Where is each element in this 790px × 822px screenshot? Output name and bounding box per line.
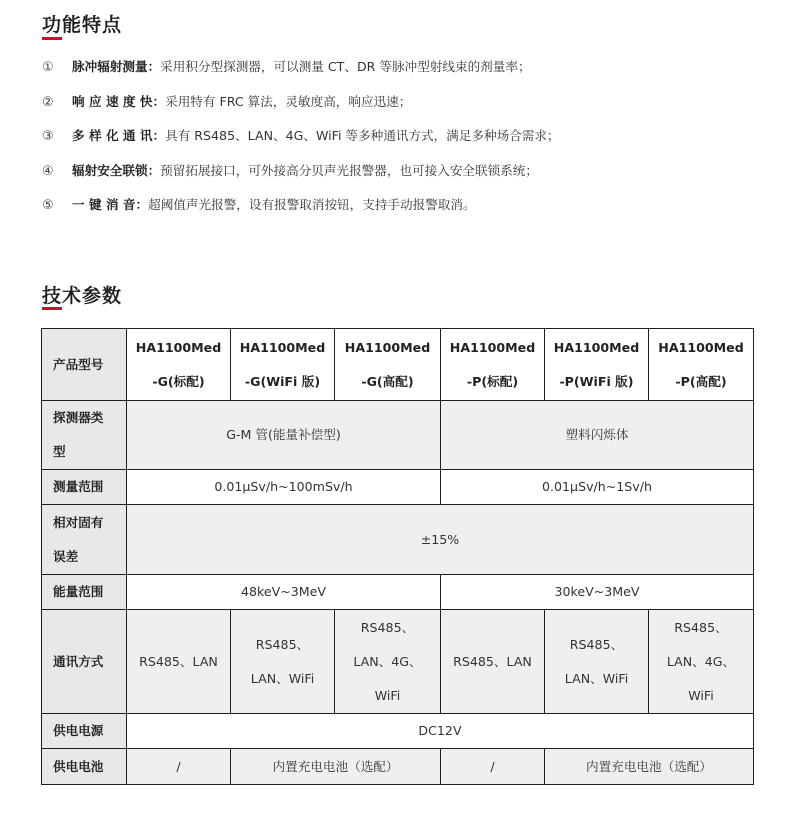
row-range [42, 470, 754, 505]
feature-number: ③ [42, 129, 54, 144]
error-label [42, 505, 127, 575]
error-label-line: 误差 [53, 548, 79, 564]
feature-label: 一 键 消 音： [72, 197, 149, 212]
model-variant: -P(标配) [466, 373, 519, 389]
row-detector [42, 401, 754, 470]
comm-std-value: RS485、LAN [127, 610, 231, 714]
model-variant: -P(高配) [675, 373, 727, 389]
feature-label: 辐射安全联锁： [72, 162, 161, 178]
model-cell [649, 329, 754, 401]
model-cell [231, 329, 335, 401]
battery-optional-value: 内置充电电池（选配） [545, 749, 754, 785]
feature-item [42, 188, 762, 223]
feature-list [42, 50, 762, 223]
model-variant: -G(WiFi 版) [244, 373, 321, 389]
detector-p-value: 塑料闪烁体 [441, 401, 754, 470]
comm-high-value [335, 610, 441, 714]
model-variant: -P(WiFi 版) [559, 373, 634, 389]
feature-label: 多 样 化 通 讯： [72, 128, 166, 143]
model-name: HA1100Med [239, 339, 326, 355]
power-label: 供电电源 [42, 714, 127, 749]
comm-wifi-value [231, 610, 335, 714]
feature-number: ② [42, 94, 54, 110]
comm-line: WiFi [374, 687, 401, 703]
features-title: 功能特点 [42, 14, 123, 36]
row-power [42, 714, 754, 749]
comm-line: RS485、 [674, 619, 728, 635]
feature-description: 预留拓展接口，可外接高分贝声光报警器，也可接入安全联锁系统； [160, 162, 538, 178]
comm-line: LAN、4G、 [353, 653, 422, 669]
row-model [42, 329, 754, 401]
energy-label: 能量范围 [42, 575, 127, 610]
model-cell [335, 329, 441, 401]
detector-label-line: 探测器类 [53, 410, 104, 425]
comm-line: RS485、 [360, 619, 415, 635]
model-name: HA1100Med [553, 339, 640, 355]
comm-wifi-value [545, 610, 649, 714]
model-variant: -G(标配) [152, 373, 205, 389]
range-p-value: 0.01μSv/h~1Sv/h [441, 470, 754, 505]
energy-p-value: 30keV~3MeV [441, 575, 754, 610]
feature-description: 采用积分型探测器，可以测量 CT、DR 等脉冲型射线束的剂量率； [160, 59, 531, 74]
model-name: HA1100Med [344, 339, 431, 355]
comm-line: RS485、 [255, 636, 310, 652]
battery-none-value: / [441, 749, 545, 785]
feature-item [42, 119, 762, 154]
comm-line: LAN、4G、 [666, 653, 736, 669]
feature-description: 采用特有 FRC 算法，灵敏度高，响应迅速； [165, 93, 412, 109]
detector-label [42, 401, 127, 470]
comm-high-value [649, 610, 754, 714]
feature-item [42, 50, 762, 85]
model-cell [545, 329, 649, 401]
comm-line: LAN、WiFi [564, 670, 629, 686]
model-name: HA1100Med [449, 339, 536, 355]
row-comm [42, 610, 754, 714]
model-cell [441, 329, 545, 401]
row-battery [42, 749, 754, 785]
feature-item [42, 85, 762, 120]
specs-title-underline [42, 307, 62, 310]
battery-label: 供电电池 [42, 749, 127, 785]
feature-description: 超阈值声光报警，设有报警取消按钮，支持手动报警取消。 [148, 197, 476, 212]
comm-std-value: RS485、LAN [441, 610, 545, 714]
model-cell [127, 329, 231, 401]
error-label-line: 相对固有 [53, 514, 104, 530]
model-name: HA1100Med [658, 339, 744, 355]
feature-number: ④ [42, 163, 54, 179]
model-label: 产品型号 [42, 329, 127, 401]
feature-number: ① [42, 60, 54, 75]
range-g-value: 0.01μSv/h~100mSv/h [127, 470, 441, 505]
comm-label: 通讯方式 [42, 610, 127, 714]
model-name: HA1100Med [135, 339, 222, 355]
feature-item [42, 154, 762, 189]
detector-g-value: G-M 管(能量补偿型) [127, 401, 441, 470]
detector-label-line: 型 [53, 444, 66, 459]
power-value: DC12V [127, 714, 754, 749]
comm-line: WiFi [688, 687, 714, 703]
comm-line: LAN、WiFi [250, 670, 315, 686]
energy-g-value: 48keV~3MeV [127, 575, 441, 610]
error-value: ±15% [127, 505, 754, 575]
feature-number: ⑤ [42, 198, 54, 213]
spec-table [41, 328, 754, 785]
feature-description: 具有 RS485、LAN、4G、WiFi 等多种通讯方式，满足多种场合需求； [165, 128, 560, 143]
comm-line: RS485、 [569, 636, 624, 652]
row-error [42, 505, 754, 575]
specs-title: 技术参数 [42, 285, 123, 307]
features-title-underline [42, 37, 62, 40]
feature-label: 响 应 速 度 快： [72, 93, 166, 109]
model-variant: -G(高配) [361, 373, 414, 389]
row-energy [42, 575, 754, 610]
range-label: 测量范围 [42, 470, 127, 505]
battery-optional-value: 内置充电电池（选配） [231, 749, 441, 785]
battery-none-value: / [127, 749, 231, 785]
feature-label: 脉冲辐射测量： [72, 59, 161, 74]
